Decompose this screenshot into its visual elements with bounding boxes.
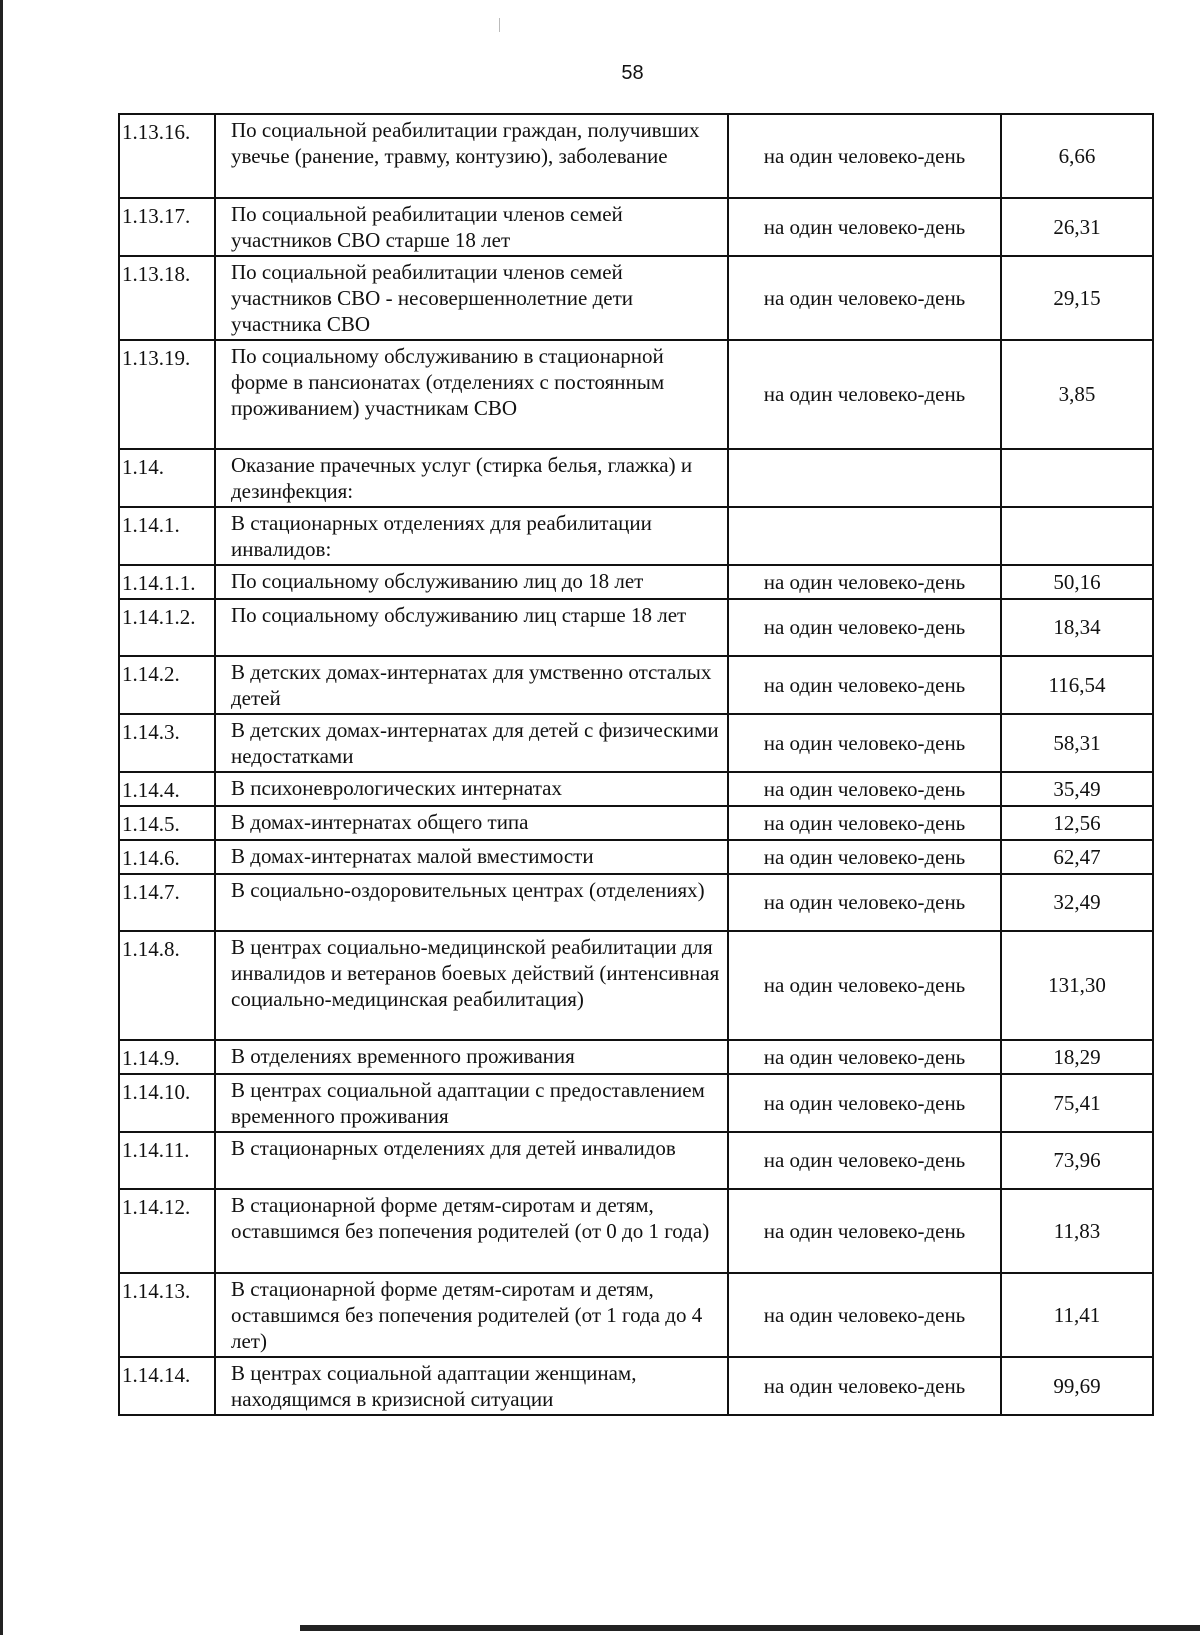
row-unit: на один человеко-день (728, 1132, 1001, 1189)
row-value: 75,41 (1001, 1074, 1153, 1132)
row-service-name: В детских домах-интернатах для детей с физическими недостатками (215, 714, 728, 772)
table-row (119, 1074, 1153, 1132)
row-service-name: По социальной реабилитации членов семей участников СВО - несовершеннолетние дети участника СВО (215, 256, 728, 340)
table-row (119, 565, 1153, 599)
row-unit: на один человеко-день (728, 599, 1001, 656)
row-service-name: По социальному обслуживанию лиц старше 18 лет (215, 599, 728, 656)
row-value: 35,49 (1001, 772, 1153, 806)
row-service-name: В отделениях временного проживания (215, 1040, 728, 1074)
table-row (119, 656, 1153, 714)
row-value: 11,83 (1001, 1189, 1153, 1273)
row-unit: на один человеко-день (728, 565, 1001, 599)
row-service-name: В домах-интернатах общего типа (215, 806, 728, 840)
row-code: 1.14.2. (119, 656, 215, 714)
row-code: 1.14.4. (119, 772, 215, 806)
table-row (119, 1189, 1153, 1273)
row-code: 1.14.5. (119, 806, 215, 840)
row-service-name: По социальному обслуживанию в стационарной форме в пансионатах (отделениях с постоянным проживанием) участникам СВО (215, 340, 728, 449)
row-value: 12,56 (1001, 806, 1153, 840)
row-service-name: По социальному обслуживанию лиц до 18 лет (215, 565, 728, 599)
row-value: 73,96 (1001, 1132, 1153, 1189)
scan-bottom-edge (300, 1625, 1200, 1631)
row-value: 99,69 (1001, 1357, 1153, 1415)
row-service-name: В детских домах-интернатах для умственно отсталых детей (215, 656, 728, 714)
row-value: 62,47 (1001, 840, 1153, 874)
row-service-name: В центрах социальной адаптации с предоставлением временного проживания (215, 1074, 728, 1132)
row-value: 32,49 (1001, 874, 1153, 931)
tariff-table (118, 113, 1154, 1416)
table-row (119, 1357, 1153, 1415)
table-row (119, 931, 1153, 1040)
row-unit: на один человеко-день (728, 772, 1001, 806)
row-code: 1.14.1.1. (119, 565, 215, 599)
row-service-name: В стационарной форме детям-сиротам и детям, оставшимся без попечения родителей (от 1 года до 4 лет) (215, 1273, 728, 1357)
row-unit: на один человеко-день (728, 198, 1001, 256)
table-row (119, 340, 1153, 449)
row-code: 1.14.11. (119, 1132, 215, 1189)
row-unit: на один человеко-день (728, 1040, 1001, 1074)
row-service-name: В домах-интернатах малой вместимости (215, 840, 728, 874)
row-code: 1.13.16. (119, 114, 215, 198)
row-code: 1.14.13. (119, 1273, 215, 1357)
row-value: 26,31 (1001, 198, 1153, 256)
row-unit: на один человеко-день (728, 1273, 1001, 1357)
table-row (119, 1132, 1153, 1189)
row-code: 1.14.1.2. (119, 599, 215, 656)
row-code: 1.14.9. (119, 1040, 215, 1074)
row-unit: на один человеко-день (728, 1189, 1001, 1273)
row-unit: на один человеко-день (728, 340, 1001, 449)
row-value: 116,54 (1001, 656, 1153, 714)
table-row (119, 449, 1153, 507)
scan-mark (499, 18, 500, 32)
row-value (1001, 449, 1153, 507)
row-service-name: По социальной реабилитации членов семей участников СВО старше 18 лет (215, 198, 728, 256)
row-unit: на один человеко-день (728, 840, 1001, 874)
scan-left-edge (0, 0, 3, 1635)
row-service-name: В стационарной форме детям-сиротам и детям, оставшимся без попечения родителей (от 0 до 1 года) (215, 1189, 728, 1273)
row-value: 6,66 (1001, 114, 1153, 198)
row-service-name: В центрах социально-медицинской реабилитации для инвалидов и ветеранов боевых действий (интенсивная социально-медицинская реабилитация) (215, 931, 728, 1040)
row-unit: на один человеко-день (728, 874, 1001, 931)
table-row (119, 114, 1153, 198)
row-service-name: Оказание прачечных услуг (стирка белья, глажка) и дезинфекция: (215, 449, 728, 507)
row-code: 1.14.12. (119, 1189, 215, 1273)
table-row (119, 1040, 1153, 1074)
row-value: 29,15 (1001, 256, 1153, 340)
table-row (119, 874, 1153, 931)
row-unit: на один человеко-день (728, 931, 1001, 1040)
row-unit (728, 449, 1001, 507)
table-row (119, 256, 1153, 340)
row-value: 131,30 (1001, 931, 1153, 1040)
page-number: 58 (621, 62, 644, 84)
row-code: 1.14.7. (119, 874, 215, 931)
row-value: 11,41 (1001, 1273, 1153, 1357)
row-unit (728, 507, 1001, 565)
row-service-name: По социальной реабилитации граждан, получивших увечье (ранение, травму, контузию), заболевание (215, 114, 728, 198)
table-row (119, 772, 1153, 806)
row-code: 1.14.1. (119, 507, 215, 565)
row-service-name: В психоневрологических интернатах (215, 772, 728, 806)
table-row (119, 599, 1153, 656)
row-value: 3,85 (1001, 340, 1153, 449)
row-code: 1.14.6. (119, 840, 215, 874)
row-code: 1.13.19. (119, 340, 215, 449)
table-row (119, 714, 1153, 772)
row-unit: на один человеко-день (728, 1357, 1001, 1415)
row-unit: на один человеко-день (728, 806, 1001, 840)
row-code: 1.14.3. (119, 714, 215, 772)
row-service-name: В центрах социальной адаптации женщинам, находящимся в кризисной ситуации (215, 1357, 728, 1415)
table-row (119, 840, 1153, 874)
row-value: 18,34 (1001, 599, 1153, 656)
table-row (119, 507, 1153, 565)
row-value (1001, 507, 1153, 565)
row-unit: на один человеко-день (728, 656, 1001, 714)
row-unit: на один человеко-день (728, 256, 1001, 340)
row-unit: на один человеко-день (728, 1074, 1001, 1132)
row-code: 1.14.14. (119, 1357, 215, 1415)
row-service-name: В стационарных отделениях для детей инвалидов (215, 1132, 728, 1189)
row-value: 18,29 (1001, 1040, 1153, 1074)
row-service-name: В социально-оздоровительных центрах (отделениях) (215, 874, 728, 931)
table-row (119, 806, 1153, 840)
row-value: 58,31 (1001, 714, 1153, 772)
row-code: 1.14.8. (119, 931, 215, 1040)
row-value: 50,16 (1001, 565, 1153, 599)
table-row (119, 198, 1153, 256)
row-service-name: В стационарных отделениях для реабилитации инвалидов: (215, 507, 728, 565)
row-unit: на один человеко-день (728, 114, 1001, 198)
table-row (119, 1273, 1153, 1357)
row-code: 1.13.18. (119, 256, 215, 340)
row-code: 1.14. (119, 449, 215, 507)
row-unit: на один человеко-день (728, 714, 1001, 772)
row-code: 1.14.10. (119, 1074, 215, 1132)
row-code: 1.13.17. (119, 198, 215, 256)
